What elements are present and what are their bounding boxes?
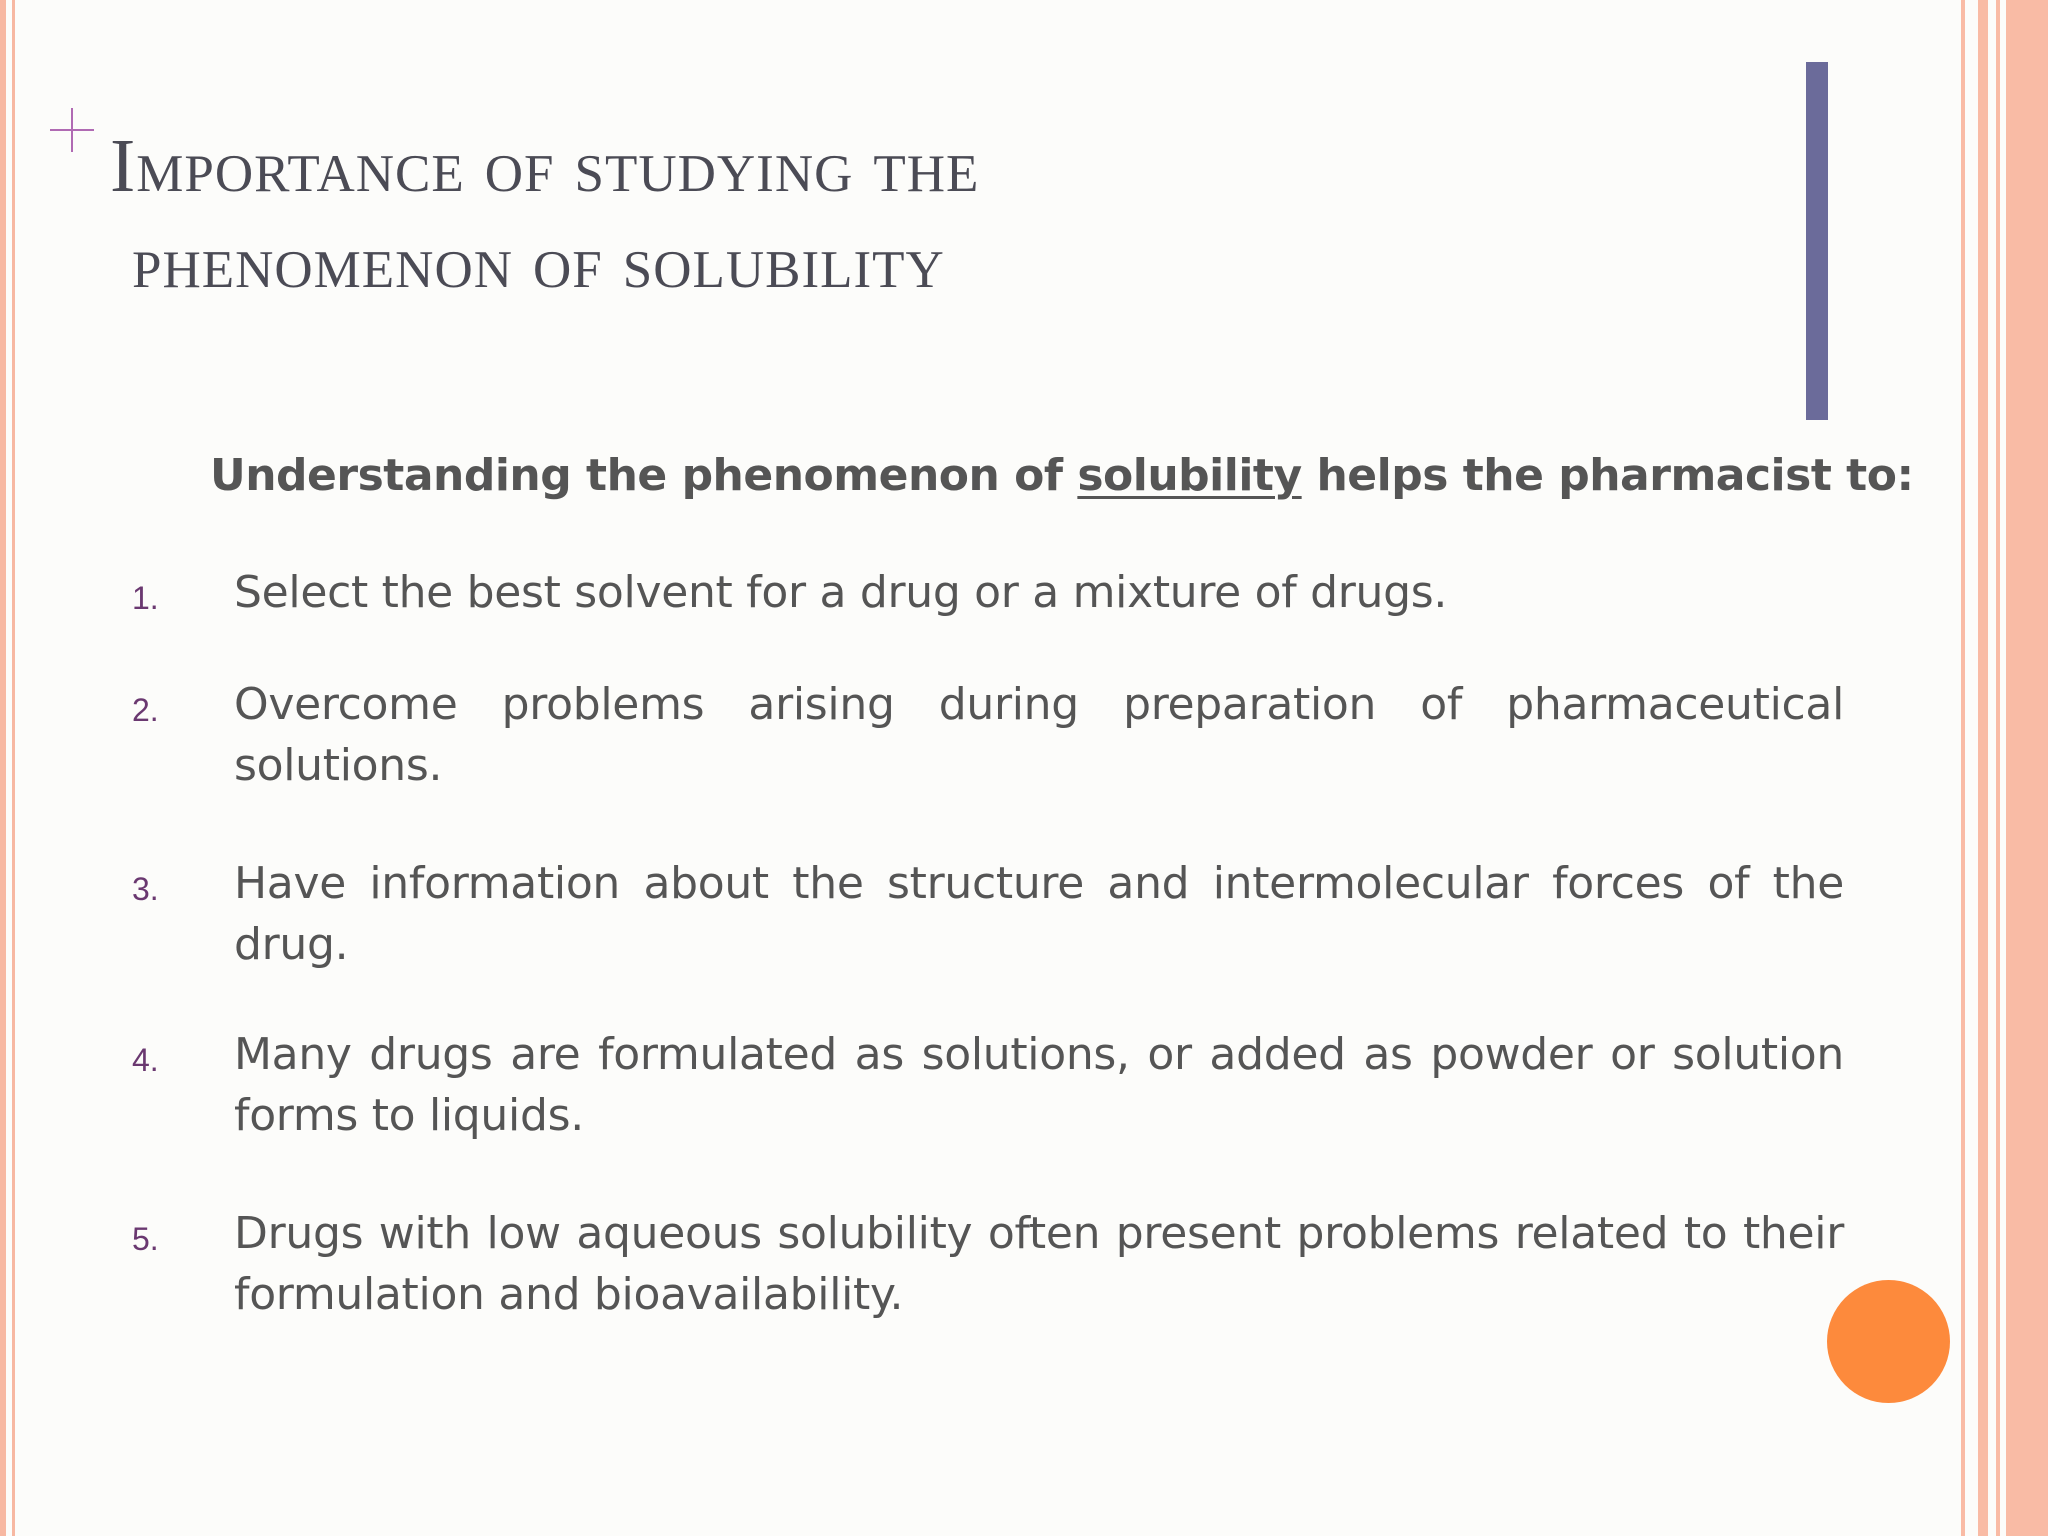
list-item-text: Overcome problems arising during preparation of pharmaceutical solutions. bbox=[234, 679, 1844, 791]
title-line-1: Importance of studying the bbox=[110, 124, 980, 208]
plus-icon bbox=[50, 108, 94, 152]
list-item-text: Select the best solvent for a drug or a mixture of drugs. bbox=[234, 567, 1448, 618]
right-border-stripe-3 bbox=[1996, 0, 2000, 1536]
intro-before: Understanding the phenomenon of bbox=[210, 450, 1078, 501]
list-item-number: 2. bbox=[132, 692, 159, 728]
list-item-number: 4. bbox=[132, 1042, 159, 1078]
list-item-number: 1. bbox=[132, 580, 159, 616]
list-item-text: Many drugs are formulated as solutions, or added as powder or solution forms to liquids. bbox=[234, 1029, 1844, 1141]
left-border-stripe bbox=[0, 0, 6, 1536]
accent-bar bbox=[1806, 62, 1828, 420]
orange-circle-decoration bbox=[1827, 1280, 1950, 1403]
list-item-number: 3. bbox=[132, 871, 159, 907]
list-item-number: 5. bbox=[132, 1221, 159, 1257]
right-border-stripe-1 bbox=[1961, 0, 1965, 1536]
list-item-text: Have information about the structure and intermolecular forces of the drug. bbox=[234, 858, 1844, 970]
right-border-stripe-2 bbox=[1978, 0, 1988, 1536]
slide-title bbox=[110, 124, 980, 304]
list-item-text: Drugs with low aqueous solubility often present problems related to their formulation and bioavailability. bbox=[234, 1208, 1844, 1320]
intro-sentence bbox=[210, 450, 1914, 501]
right-border-stripe-4 bbox=[2006, 0, 2048, 1536]
intro-underlined-word: solubility bbox=[1077, 450, 1302, 501]
left-border-stripe-thin bbox=[12, 0, 15, 1536]
title-line-2: phenomenon of solubility bbox=[132, 220, 945, 304]
intro-after: helps the pharmacist to: bbox=[1301, 450, 1914, 501]
